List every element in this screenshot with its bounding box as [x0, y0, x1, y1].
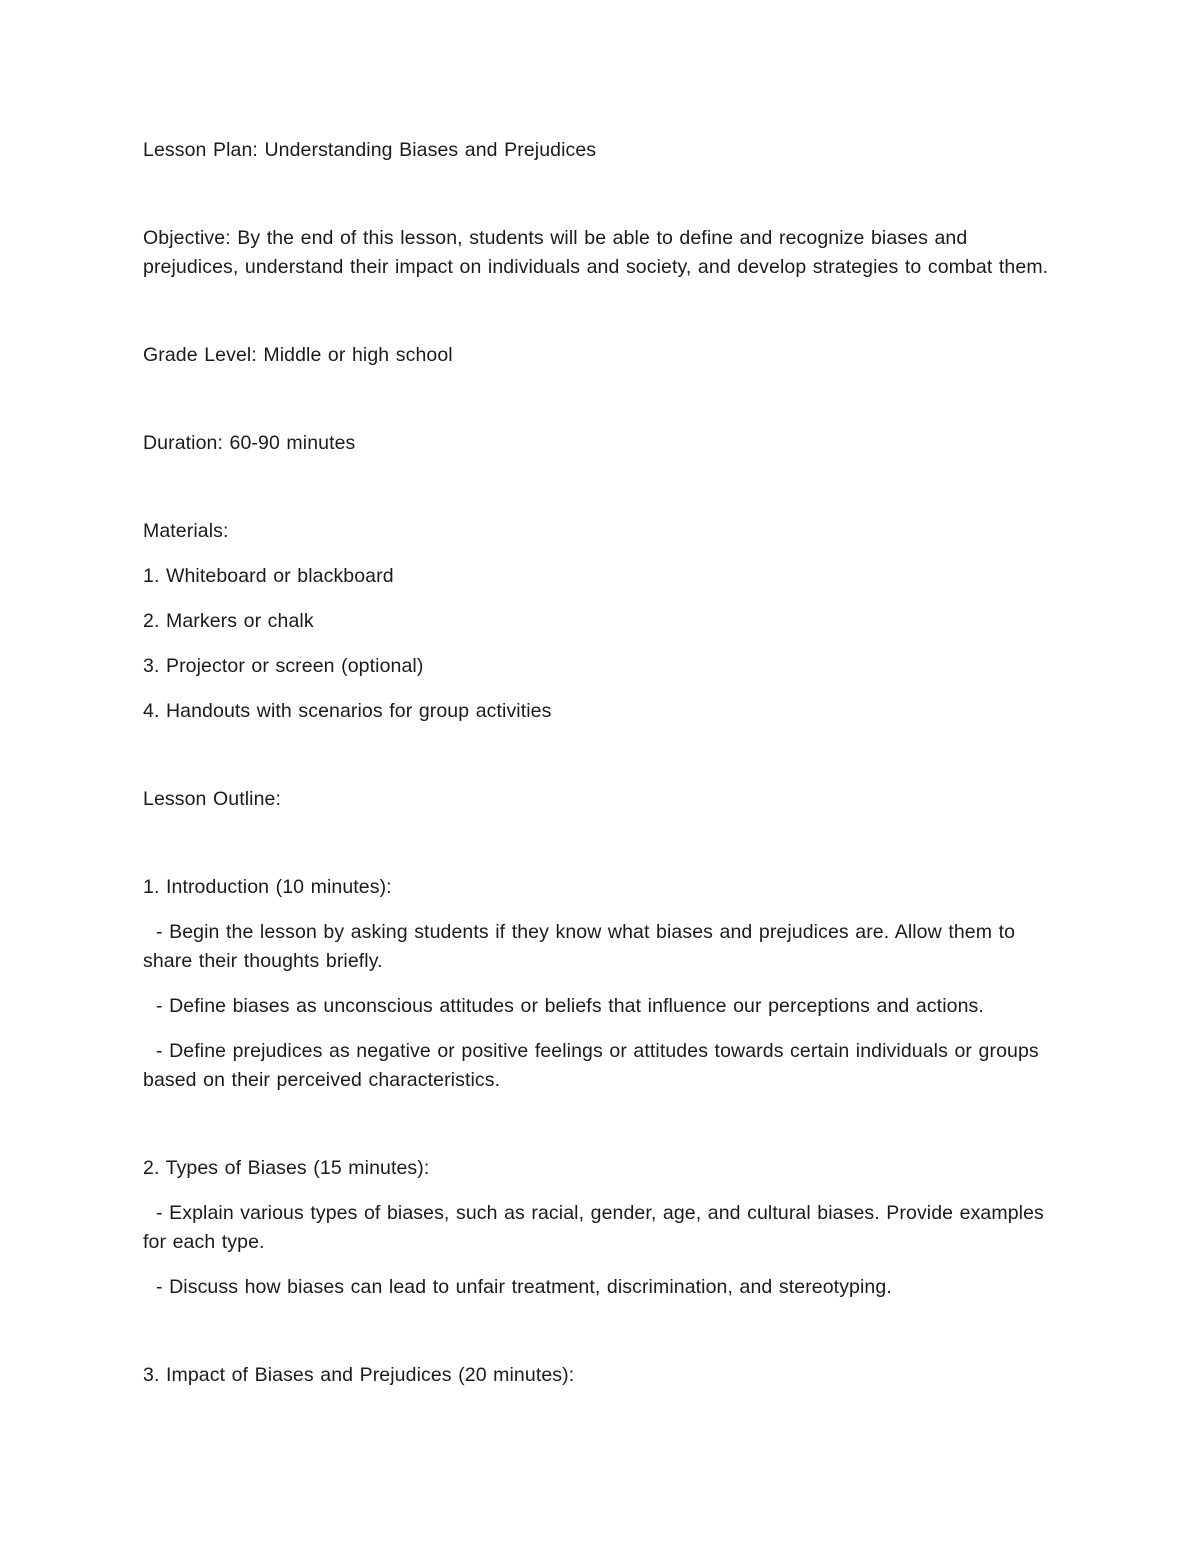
outline-section-3-heading: 3. Impact of Biases and Prejudices (20 minutes): [143, 1364, 575, 1386]
materials-heading: Materials: [143, 520, 229, 542]
materials-item-2: 2. Markers or chalk [143, 610, 314, 632]
outline-section-2-bullet-1: - Explain various types of biases, such as racial, gender, age, and cultural biases. Provide examples for each type. [143, 1202, 1044, 1253]
materials-item-4: 4. Handouts with scenarios for group activities [143, 700, 552, 722]
doc-title: Lesson Plan: Understanding Biases and Prejudices [143, 139, 597, 161]
grade-level-paragraph: Grade Level: Middle or high school [143, 344, 453, 366]
lesson-outline-heading: Lesson Outline: [143, 788, 282, 810]
duration-paragraph: Duration: 60-90 minutes [143, 432, 356, 454]
outline-section-1-heading: 1. Introduction (10 minutes): [143, 876, 392, 898]
outline-section-1-bullet-3: - Define prejudices as negative or positive feelings or attitudes towards certain individuals or groups based on their perceived characteristics. [143, 1040, 1039, 1091]
outline-section-2-heading: 2. Types of Biases (15 minutes): [143, 1157, 430, 1179]
outline-section-1-bullet-2: - Define biases as unconscious attitudes or beliefs that influence our perceptions and actions. [156, 995, 984, 1017]
outline-section-1-bullet-1: - Begin the lesson by asking students if they know what biases and prejudices are. Allow them to share their thoughts briefly. [143, 921, 1016, 972]
materials-item-3: 3. Projector or screen (optional) [143, 655, 424, 677]
outline-section-2-bullet-2: - Discuss how biases can lead to unfair treatment, discrimination, and stereotyping. [156, 1276, 892, 1298]
materials-item-1: 1. Whiteboard or blackboard [143, 565, 394, 587]
objective-paragraph: Objective: By the end of this lesson, students will be able to define and recognize biases and prejudices, understand their impact on individuals and society, and develop strategies to combat them. [143, 227, 1049, 278]
